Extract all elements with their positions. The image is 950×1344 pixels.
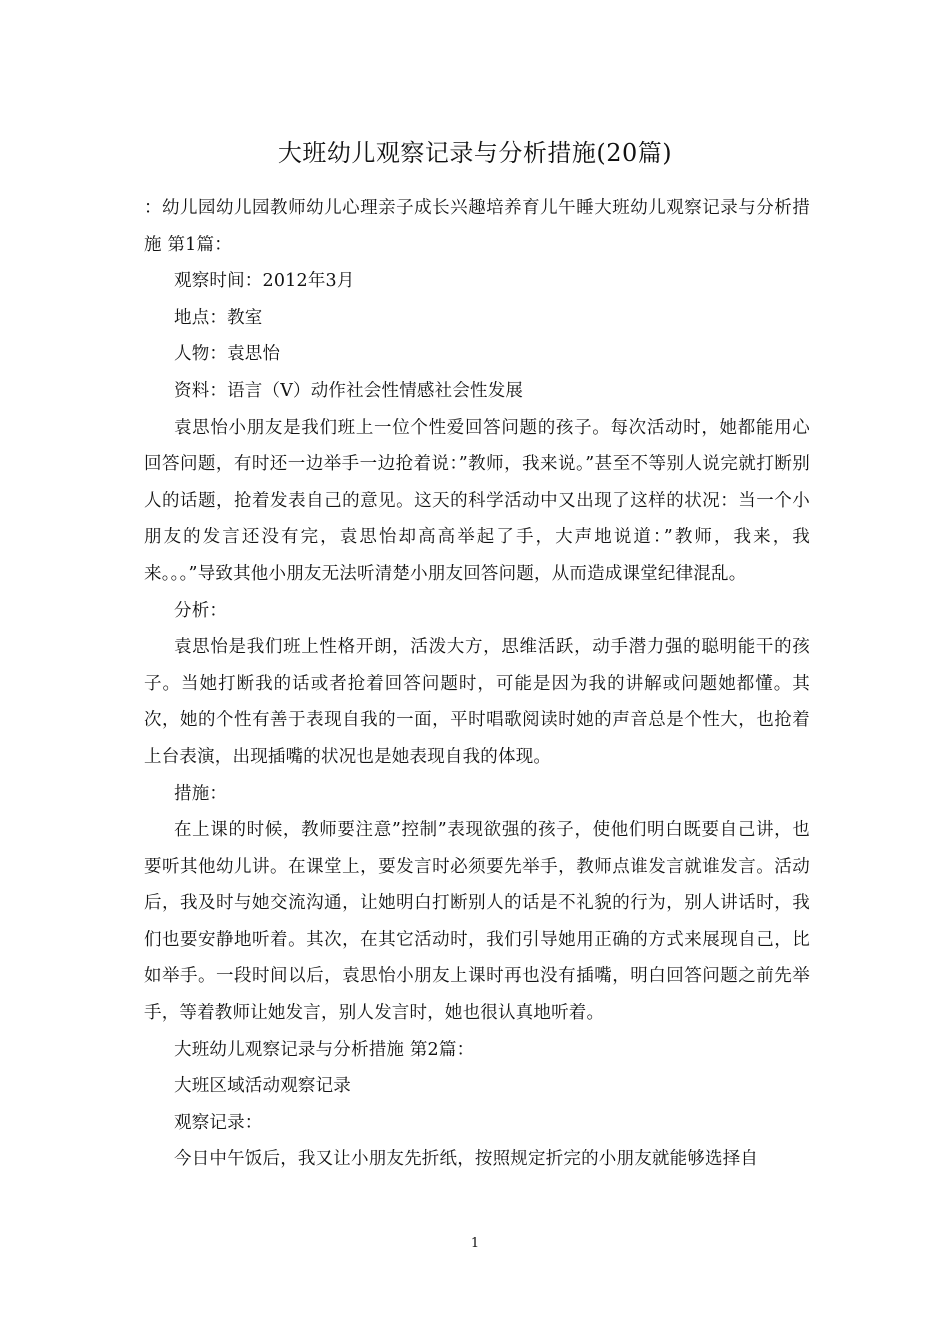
document-title: 大班幼儿观察记录与分析措施(20篇) (277, 139, 673, 167)
paragraph-materials: 资料：语言（V）动作社会性情感社会性发展 (174, 380, 524, 401)
paragraph-section-2-subtitle: 大班区域活动观察记录 (174, 1076, 351, 1097)
paragraph-observation: 袁思怡小朋友是我们班上一位个性爱回答问题的孩子。每次活动时，她都能用心回答问题，有时还一边举手一边抢着说：”教师，我来说。”甚至不等别人说完就打断别人的话题，抢着发表自己的意见。这天的科学活动中又出现了这样的状况：当一个小朋友的发言还没有完，袁思怡却高高举起了手，大声地说道：”教师，我来，我来。。。”导致其他小朋友无法听清楚小朋友回答问题，从而造成课堂纪律混乱。 (144, 417, 810, 584)
page-number: 1 (470, 1236, 480, 1251)
paragraph-record: 今日中午饭后，我又让小朋友先折纸，按照规定折完的小朋友就能够选择自 (174, 1149, 759, 1170)
paragraph-measures-heading: 措施： (174, 783, 228, 804)
paragraph-measures: 在上课的时候，教师要注意”控制”表现欲强的孩子，使他们明白既要自己讲，也要听其他幼儿讲。在课堂上，要发言时必须要先举手，教师点谁发言就谁发言。活动后，我及时与她交流沟通，让她明白打断别人的话是不礼貌的行为，别人讲话时，我们也要安静地听着。其次，在其它活动时，我们引导她用正确的方式来展现自己，比如举手。一段时间以后，袁思怡小朋友上课时再也没有插嘴，明白回答问题之前先举手，等着教师让她发言，别人发言时，她也很认真地听着。 (144, 820, 810, 1024)
paragraph-analysis: 袁思怡是我们班上性格开朗，活泼大方，思维活跃，动手潜力强的聪明能干的孩子。当她打断我的话或者抢着回答问题时，可能是因为我的讲解或问题她都懂。其次，她的个性有善于表现自我的一面，平时唱歌阅读时她的声音总是个性大，也抢着上台表演，出现插嘴的状况也是她表现自我的体现。 (144, 637, 810, 767)
paragraph-intro: ：幼儿园幼儿园教师幼儿心理亲子成长兴趣培养育儿午睡大班幼儿观察记录与分析措施 第1篇： (144, 198, 810, 255)
paragraph-analysis-heading: 分析： (174, 600, 228, 621)
paragraph-location: 地点：教室 (174, 307, 263, 328)
paragraph-record-heading: 观察记录： (174, 1112, 263, 1133)
paragraph-section-2-heading: 大班幼儿观察记录与分析措施 第2篇： (174, 1039, 475, 1060)
paragraph-person: 人物：袁思怡 (174, 344, 281, 365)
document-body (144, 190, 810, 1178)
paragraph-observation-time: 观察时间：2012年3月 (174, 271, 355, 292)
